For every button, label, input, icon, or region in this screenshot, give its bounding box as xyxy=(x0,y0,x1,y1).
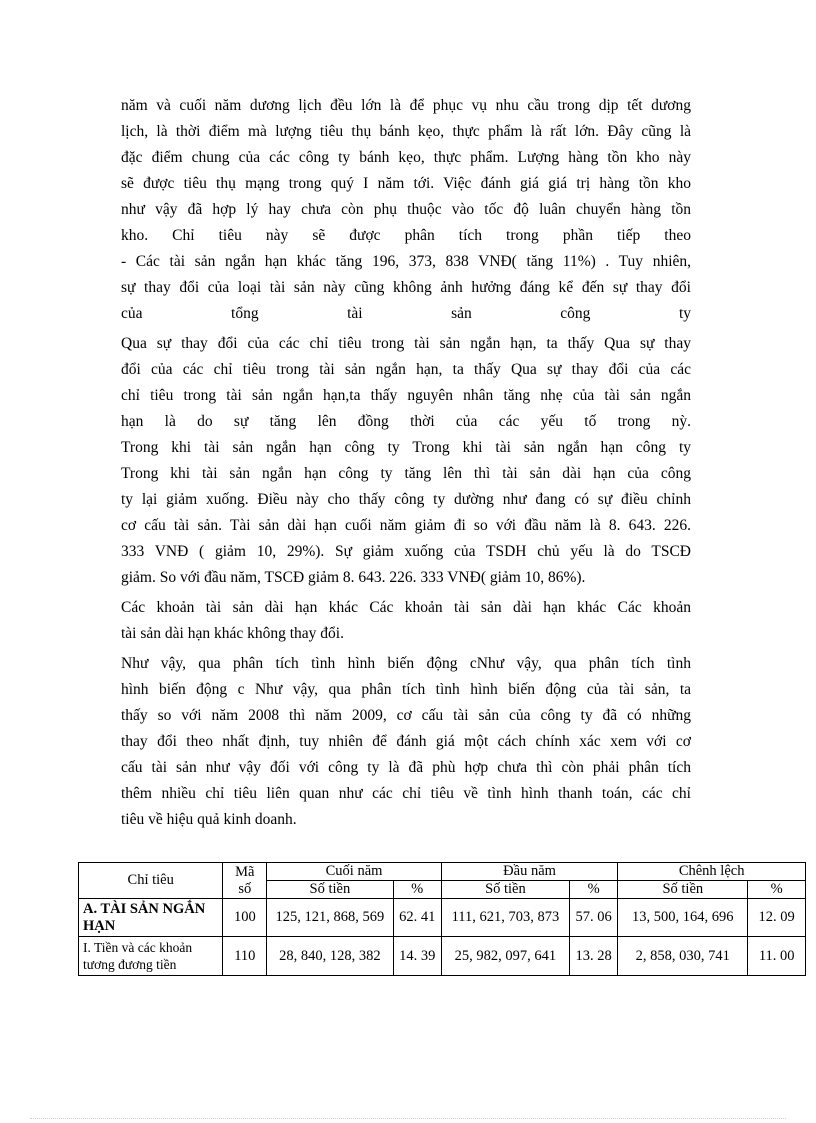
header-dau-nam: Đầu năm xyxy=(441,863,617,881)
text-line: hạn là do sự tăng lên đồng thời của các yếu tố trong nỳ. xyxy=(121,413,691,430)
row-chenh-lech-amount: 2, 858, 030, 741 xyxy=(618,937,748,976)
row-cuoi-nam-pct: 62. 41 xyxy=(393,899,441,937)
row-chenh-lech-amount: 13, 500, 164, 696 xyxy=(618,899,748,937)
row-name: A. TÀI SẢN NGẮN HẠN xyxy=(79,899,223,937)
subheader-pct: % xyxy=(570,881,618,899)
text-line: 333 VNĐ ( giảm 10, 29%). Sự giảm xuống của TSDH chủ yếu là do TSCĐ xyxy=(121,543,691,560)
text-line: đổi của các chỉ tiêu trong tài sản ngắn hạn, ta thấy Qua sự thay đổi của các xyxy=(121,361,691,378)
page-bottom-rule xyxy=(30,1118,786,1119)
text-line: năm và cuối năm dương lịch đều lớn là để phục vụ nhu cầu trong dịp tết dương xyxy=(121,97,691,114)
text-line: - Các tài sản ngắn hạn khác tăng 196, 373, 838 VNĐ( tăng 11%) . Tuy nhiên, xyxy=(121,253,691,270)
subheader-so-tien: Số tiền xyxy=(618,881,748,899)
text-line: chỉ tiêu trong tài sản ngắn hạn,ta thấy nguyên nhân tăng nhẹ của tài sản ngắn xyxy=(121,387,691,404)
text-line: thay đổi theo nhất định, tuy nhiên để đánh giá một cách chính xác xem với cơ xyxy=(121,733,691,750)
text-line: thêm nhiều chỉ tiêu liên quan như các chỉ tiêu về tình hình thanh toán, các chỉ xyxy=(121,785,691,802)
row-cuoi-nam-pct: 14. 39 xyxy=(393,937,441,976)
text-line: tiêu về hiệu quả kinh doanh. xyxy=(121,811,297,828)
text-line: Qua sự thay đổi của các chỉ tiêu trong tài sản ngắn hạn, ta thấy Qua sự thay xyxy=(121,335,691,352)
text-line: lịch, là thời điểm mà lượng tiêu thụ bánh kẹo, thực phẩm là rất lớn. Đây cũng là xyxy=(121,123,691,140)
row-dau-nam-pct: 13. 28 xyxy=(570,937,618,976)
row-chenh-lech-pct: 12. 09 xyxy=(748,899,806,937)
text-line: thấy so với năm 2008 thì năm 2009, cơ cấu tài sản của công ty đã có những xyxy=(121,707,691,724)
row-cuoi-nam-amount: 125, 121, 868, 569 xyxy=(267,899,393,937)
table-row xyxy=(79,937,806,976)
header-chi-tieu: Chỉ tiêu xyxy=(79,863,223,899)
subheader-so-tien: Số tiền xyxy=(267,881,393,899)
header-cuoi-nam: Cuối năm xyxy=(267,863,442,881)
header-ma-so xyxy=(223,863,267,899)
row-dau-nam-amount: 25, 982, 097, 641 xyxy=(441,937,569,976)
table-header-row xyxy=(79,863,806,881)
row-dau-nam-pct: 57. 06 xyxy=(570,899,618,937)
text-line: của tổng tài sản công ty xyxy=(121,305,691,322)
text-line: Trong khi tài sản ngắn hạn công ty tăng lên thì tài sản dài hạn của công xyxy=(121,465,691,482)
text-line: Trong khi tài sản ngắn hạn công ty Trong khi tài sản ngắn hạn công ty xyxy=(121,439,691,456)
row-chenh-lech-pct: 11. 00 xyxy=(748,937,806,976)
header-ma-so-line1: Mã xyxy=(235,863,255,880)
text-line: tài sản dài hạn khác không thay đổi. xyxy=(121,625,344,642)
text-line: Các khoản tài sản dài hạn khác Các khoản tài sản dài hạn khác Các khoản xyxy=(121,599,691,616)
subheader-pct: % xyxy=(393,881,441,899)
row-code: 100 xyxy=(223,899,267,937)
header-chenh-lech: Chênh lệch xyxy=(618,863,806,881)
text-line: hình biến động c Như vậy, qua phân tích tình hình biến động của tài sản, ta xyxy=(121,681,691,698)
text-line: cấu tài sản như vậy đối với công ty là đã phù hợp chưa thì còn phải phân tích xyxy=(121,759,691,776)
text-line: kho. Chỉ tiêu này sẽ được phân tích trong phần tiếp theo xyxy=(121,227,691,244)
row-name: I. Tiền và các khoản tương đương tiền xyxy=(79,937,223,976)
subheader-pct: % xyxy=(748,881,806,899)
asset-table xyxy=(78,862,806,976)
header-ma-so-line2: số xyxy=(238,880,252,897)
row-dau-nam-amount: 111, 621, 703, 873 xyxy=(441,899,569,937)
text-line: giảm. So với đầu năm, TSCĐ giảm 8. 643. 226. 333 VNĐ( giảm 10, 86%). xyxy=(121,569,586,586)
subheader-so-tien: Số tiền xyxy=(441,881,569,899)
text-line: đặc điểm chung của các công ty bánh kẹo, thực phẩm. Lượng hàng tồn kho này xyxy=(121,149,691,166)
table-row xyxy=(79,899,806,937)
text-line: ty lại giảm xuống. Điều này cho thấy công ty dường như đang có sự điều chỉnh xyxy=(121,491,691,508)
text-line: như vậy đã hợp lý hay chưa còn phụ thuộc vào tốc độ luân chuyển hàng tồn xyxy=(121,201,691,218)
text-line: cơ cấu tài sản. Tài sản dài hạn cuối năm giảm đi so với đầu năm là 8. 643. 226. xyxy=(121,517,691,534)
row-code: 110 xyxy=(223,937,267,976)
text-line: Như vậy, qua phân tích tình hình biến động cNhư vậy, qua phân tích tình xyxy=(121,655,691,672)
row-cuoi-nam-amount: 28, 840, 128, 382 xyxy=(267,937,393,976)
text-line: sẽ được tiêu thụ mạng trong quý I năm tới. Việc đánh giá giá trị hàng tồn kho xyxy=(121,175,691,192)
text-line: sự thay đổi của loại tài sản này cũng không ảnh hưởng đáng kể đến sự thay đổi xyxy=(121,279,691,296)
